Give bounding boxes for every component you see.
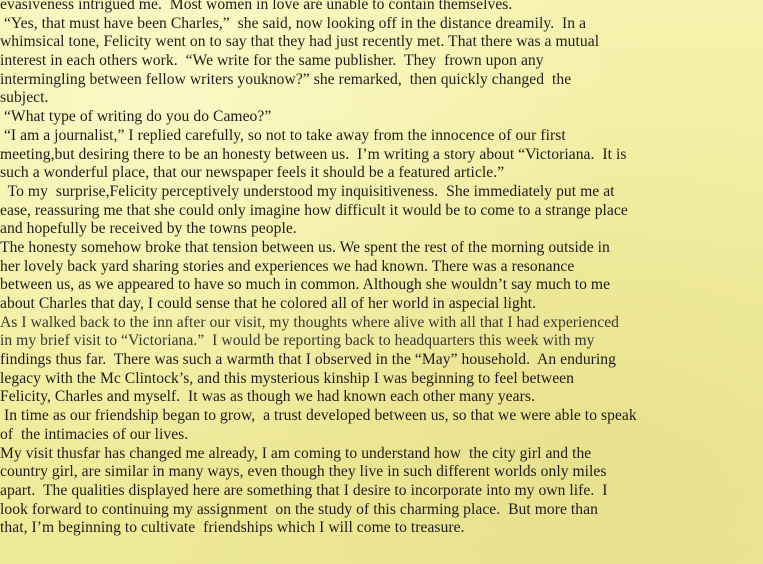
text-line: ease, reassuring me that she could only imagine how difficult it would be to come to a strange place: [0, 201, 628, 219]
text-line: As I walked back to the inn after our visit, my thoughts where alive with all that I had experienced: [0, 313, 620, 331]
text-line: My visit thusfar has changed me already, I am coming to understand how the city girl and the: [0, 444, 592, 462]
text-line: “What type of writing do you do Cameo?”: [0, 108, 272, 126]
text-line: that, I’m beginning to cultivate friendships which I will come to treasure.: [0, 519, 465, 537]
text-line: legacy with the Mc Clintock’s, and this mysterious kinship I was beginning to feel between: [0, 369, 574, 387]
text-line: “I am a journalist,” I replied carefully, so not to take away from the innocence of our first: [0, 126, 566, 144]
text-line: The honesty somehow broke that tension between us. We spent the rest of the morning outside in: [0, 238, 610, 256]
text-line: her lovely back yard sharing stories and experiences we had known. There was a resonance: [0, 257, 575, 275]
text-line: “Yes, that must have been Charles,” she said, now looking off in the distance dreamily. In a: [0, 14, 587, 32]
text-line: of the intimacies of our lives.: [0, 425, 189, 443]
text-line: country girl, are similar in many ways, even though they live in such different worlds only miles: [0, 463, 607, 481]
text-line: findings thus far. There was such a warmth that I observed in the “May” household. An enduring: [0, 351, 616, 369]
text-line: such a wonderful place, that our newspaper feels it should be a featured article.”: [0, 164, 505, 182]
text-line: meeting,but desiring there to be an honesty between us. I’m writing a story about “Victoriana. It is: [0, 145, 627, 163]
text-line: intermingling between fellow writers youknow?” she remarked, then quickly changed the: [0, 70, 572, 88]
text-line: To my surprise,Felicity perceptively understood my inquisitiveness. She immediately put me at: [0, 182, 615, 200]
text-line: evasiveness intrigued me. Most women in love are unable to contain themselves.: [0, 0, 513, 13]
text-line: Felicity, Charles and myself. It was as though we had known each other many years.: [0, 388, 535, 406]
text-line: interest in each others work. “We write for the same publisher. They frown upon any: [0, 52, 544, 70]
text-line: and hopefully be received by the towns people.: [0, 220, 297, 238]
text-line: In time as our friendship began to grow, a trust developed between us, so that we were able to speak: [0, 407, 637, 425]
text-line: apart. The qualities displayed here are something that I desire to incorporate into my own life. I: [0, 481, 608, 499]
text-line: look forward to continuing my assignment on the study of this charming place. But more than: [0, 500, 598, 518]
text-line: between us, as we appeared to have so much in common. Although she wouldn’t say much to me: [0, 276, 611, 294]
text-line: about Charles that day, I could sense that he colored all of her world in aspecial light.: [0, 295, 537, 312]
text-line: in my brief visit to “Victoriana.” I would be reporting back to headquarters this week with my: [0, 332, 595, 350]
text-line: subject.: [0, 89, 49, 107]
text-line: whimsical tone, Felicity went on to say that they had just recently met. That there was a mutual: [0, 33, 600, 51]
